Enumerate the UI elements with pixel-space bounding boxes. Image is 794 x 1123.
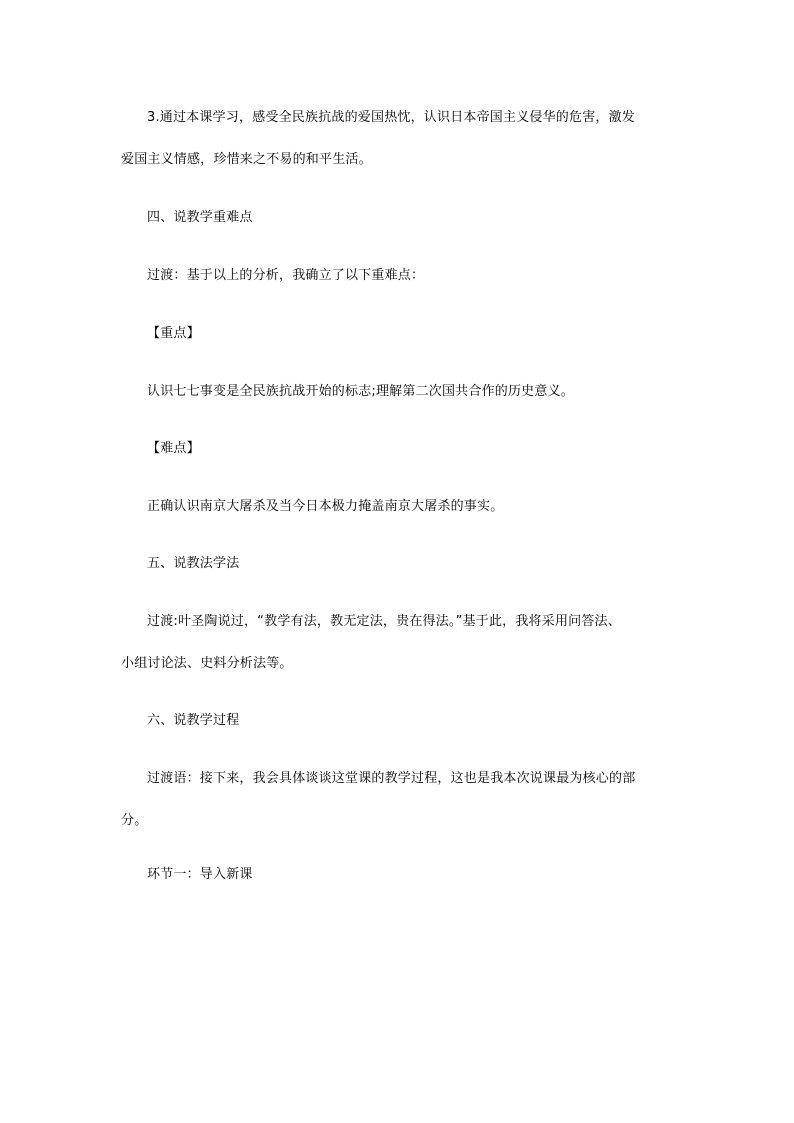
- section-heading-process: 六、说教学过程: [147, 713, 240, 728]
- section-heading-key-points: 四、说教学重难点: [147, 210, 253, 225]
- transition-key-points: 过渡：基于以上的分析，我确立了以下重难点：: [147, 268, 425, 283]
- objective-3-line-2: 爱国主义情感，珍惜来之不易的和平生活。: [121, 152, 372, 167]
- step-one-heading: 环节一：导入新课: [147, 867, 253, 882]
- difficult-point-text: 正确认识南京大屠杀及当今日本极力掩盖南京大屠杀的事实。: [147, 499, 504, 514]
- process-line-2: 分。: [121, 813, 148, 828]
- label-key-point: 【重点】: [147, 326, 200, 341]
- methods-line-2: 小组讨论法、史料分析法等。: [121, 656, 293, 671]
- methods-line-1: 过渡:叶圣陶说过，“教学有法，教无定法，贵在得法。”基于此，我将采用问答法、: [147, 614, 621, 629]
- label-difficult-point: 【难点】: [147, 441, 200, 456]
- key-point-text: 认识七七事变是全民族抗战开始的标志;理解第二次国共合作的历史意义。: [147, 384, 574, 399]
- process-line-1: 过渡语：接下来，我会具体谈谈这堂课的教学过程，这也是我本次说课最为核心的部: [147, 771, 636, 786]
- section-heading-methods: 五、说教法学法: [147, 556, 240, 571]
- objective-3-line-1: 3.通过本课学习，感受全民族抗战的爱国热忱，认识日本帝国主义侵华的危害，激发: [147, 110, 636, 125]
